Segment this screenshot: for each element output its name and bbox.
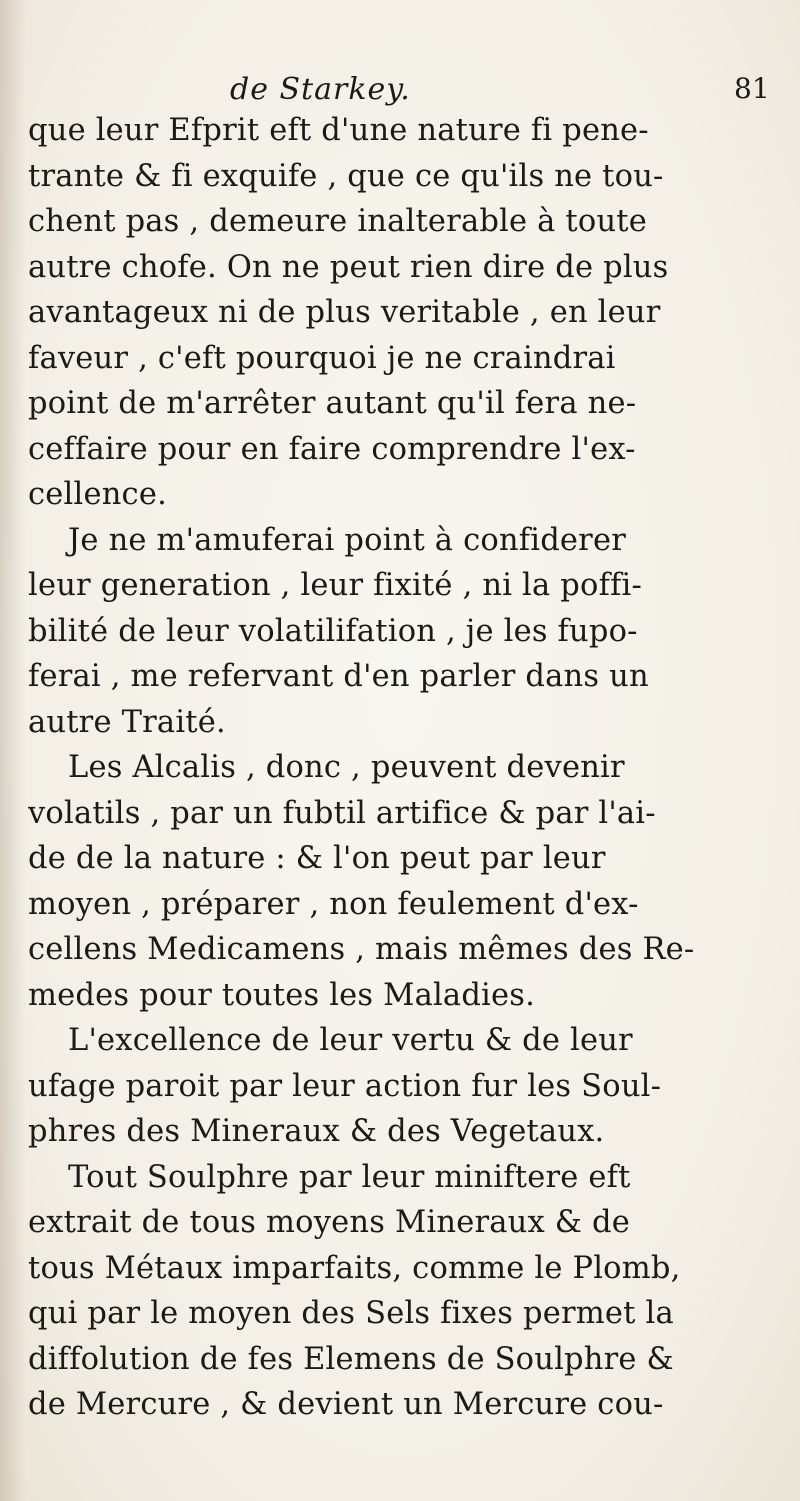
text-line: faveur , c'eft pourquoi je ne craindrai bbox=[28, 340, 616, 376]
paragraph-start-line: Tout Soulphre par leur miniftere eft bbox=[68, 1159, 631, 1195]
text-line: de Mercure , & devient un Mercure cou- bbox=[28, 1387, 664, 1422]
paragraph-start-line: L'excellence de leur vertu & de leur bbox=[68, 1023, 633, 1058]
text-line: ferai , me refervant d'en parler dans un bbox=[28, 659, 649, 694]
text-line: point de m'arrêter autant qu'il fera ne- bbox=[28, 386, 637, 421]
text-line: cellence. bbox=[28, 477, 167, 512]
text-line: trante & fi exquife , que ce qu'ils ne tou- bbox=[28, 158, 664, 194]
text-line: diffolution de fes Elemens de Soulphre & bbox=[28, 1341, 674, 1377]
text-line: qui par le moyen des Sels fixes permet la bbox=[28, 1296, 674, 1331]
text-line: moyen , préparer , non feulement d'ex- bbox=[28, 886, 639, 922]
text-line: chent pas , demeure inalterable à toute bbox=[28, 204, 648, 239]
text-line: bilité de leur volatilifation , je les fupo- bbox=[28, 613, 638, 649]
text-line: tous Métaux imparfaits, comme le Plomb, bbox=[28, 1250, 681, 1286]
page-number: 81 bbox=[734, 72, 770, 105]
text-line: autre chofe. On ne peut rien dire de plus bbox=[28, 249, 669, 285]
text-line: volatils , par un fubtil artifice & par l'ai- bbox=[28, 795, 656, 831]
running-title: de Starkey. bbox=[230, 72, 411, 107]
paragraph-start-line: Les Alcalis , donc , peuvent devenir bbox=[68, 750, 625, 785]
binding-gutter-shadow bbox=[0, 0, 26, 1501]
text-line: ufage paroit par leur action fur les Soul- bbox=[28, 1068, 662, 1104]
text-line: cellens Medicamens , mais mêmes des Re- bbox=[28, 932, 695, 967]
text-line: autre Traité. bbox=[28, 704, 226, 740]
text-line: medes pour toutes les Maladies. bbox=[28, 977, 535, 1013]
text-line: phres des Mineraux & des Vegetaux. bbox=[28, 1114, 605, 1149]
body-text bbox=[28, 108, 778, 1428]
text-line: leur generation , leur fixité , ni la poffi- bbox=[28, 568, 643, 603]
text-line: ceffaire pour en faire comprendre l'ex- bbox=[28, 431, 636, 467]
text-line: de de la nature : & l'on peut par leur bbox=[28, 841, 606, 876]
text-line: que leur Efprit eft d'une nature fi pene- bbox=[28, 113, 649, 148]
text-line: avantageux ni de plus veritable , en leur bbox=[28, 295, 661, 330]
text-line: extrait de tous moyens Mineraux & de bbox=[28, 1205, 631, 1240]
paragraph-start-line: Je ne m'amuferai point à confiderer bbox=[68, 522, 626, 558]
